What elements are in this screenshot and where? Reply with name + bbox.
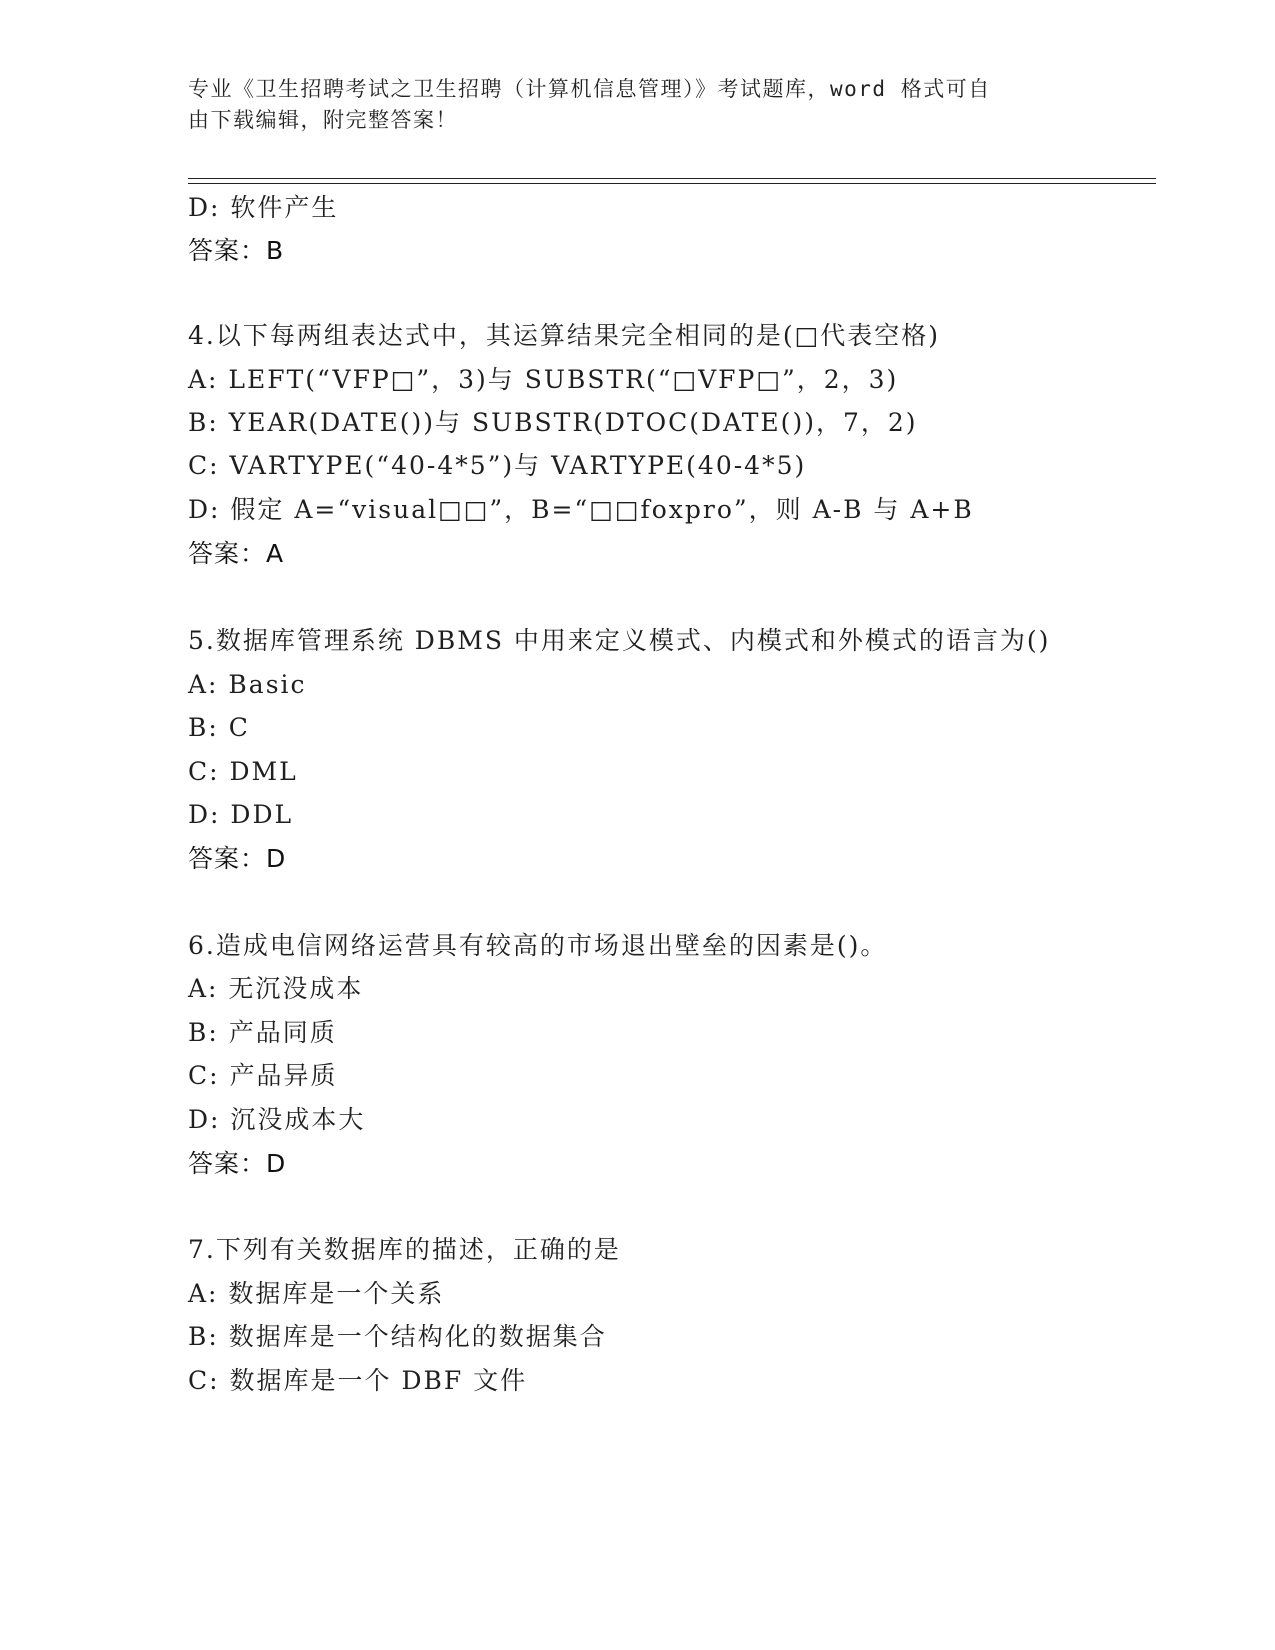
- header-divider-top: [188, 178, 1156, 179]
- question-5-option-a: A: Basic: [188, 670, 307, 699]
- question-4-option-a: A: LEFT(“VFP□”，3)与 SUBSTR(“□VFP□”，2，3): [188, 365, 899, 394]
- question-6-option-b: B: 产品同质: [188, 1018, 337, 1047]
- question-4-text: 4.以下每两组表达式中，其运算结果完全相同的是(□代表空格): [188, 321, 940, 350]
- question-6-option-c: C: 产品异质: [188, 1061, 338, 1090]
- question-4-option-c: C: VARTYPE(“40-4*5”)与 VARTYPE(40-4*5): [188, 451, 807, 480]
- prev-question-option-d: D: 软件产生: [188, 193, 339, 222]
- question-5-text: 5.数据库管理系统 DBMS 中用来定义模式、内模式和外模式的语言为(): [188, 626, 1051, 655]
- question-5-option-b: B: C: [188, 713, 250, 742]
- header-divider-bottom: [188, 183, 1156, 184]
- question-7-text: 7.下列有关数据库的描述，正确的是: [188, 1235, 621, 1264]
- question-4-option-b: B: YEAR(DATE())与 SUBSTR(DTOC(DATE())，7，2): [188, 408, 918, 437]
- question-6-option-d: D: 沉没成本大: [188, 1105, 366, 1134]
- document-header: [188, 74, 1068, 136]
- question-6-answer: 答案：D: [188, 1149, 287, 1178]
- header-line-1: 专业《卫生招聘考试之卫生招聘（计算机信息管理）》考试题库，word 格式可自: [188, 77, 991, 101]
- question-4-option-d: D: 假定 A=“visual□□”，B=“□□foxpro”，则 A-B 与 A+B: [188, 495, 974, 524]
- question-6-option-a: A: 无沉没成本: [188, 974, 364, 1003]
- question-4-answer: 答案：A: [188, 539, 285, 568]
- question-7-option-b: B: 数据库是一个结构化的数据集合: [188, 1322, 607, 1351]
- question-5-option-c: C: DML: [188, 757, 298, 786]
- question-7-option-a: A: 数据库是一个关系: [188, 1279, 445, 1308]
- question-5-option-d: D: DDL: [188, 800, 294, 829]
- question-6-text: 6.造成电信网络运营具有较高的市场退出壁垒的因素是()。: [188, 931, 888, 960]
- question-7-option-c: C: 数据库是一个 DBF 文件: [188, 1366, 528, 1395]
- header-line-2: 由下载编辑，附完整答案！: [188, 108, 458, 132]
- prev-question-answer: 答案：B: [188, 236, 285, 265]
- question-5-answer: 答案：D: [188, 844, 287, 873]
